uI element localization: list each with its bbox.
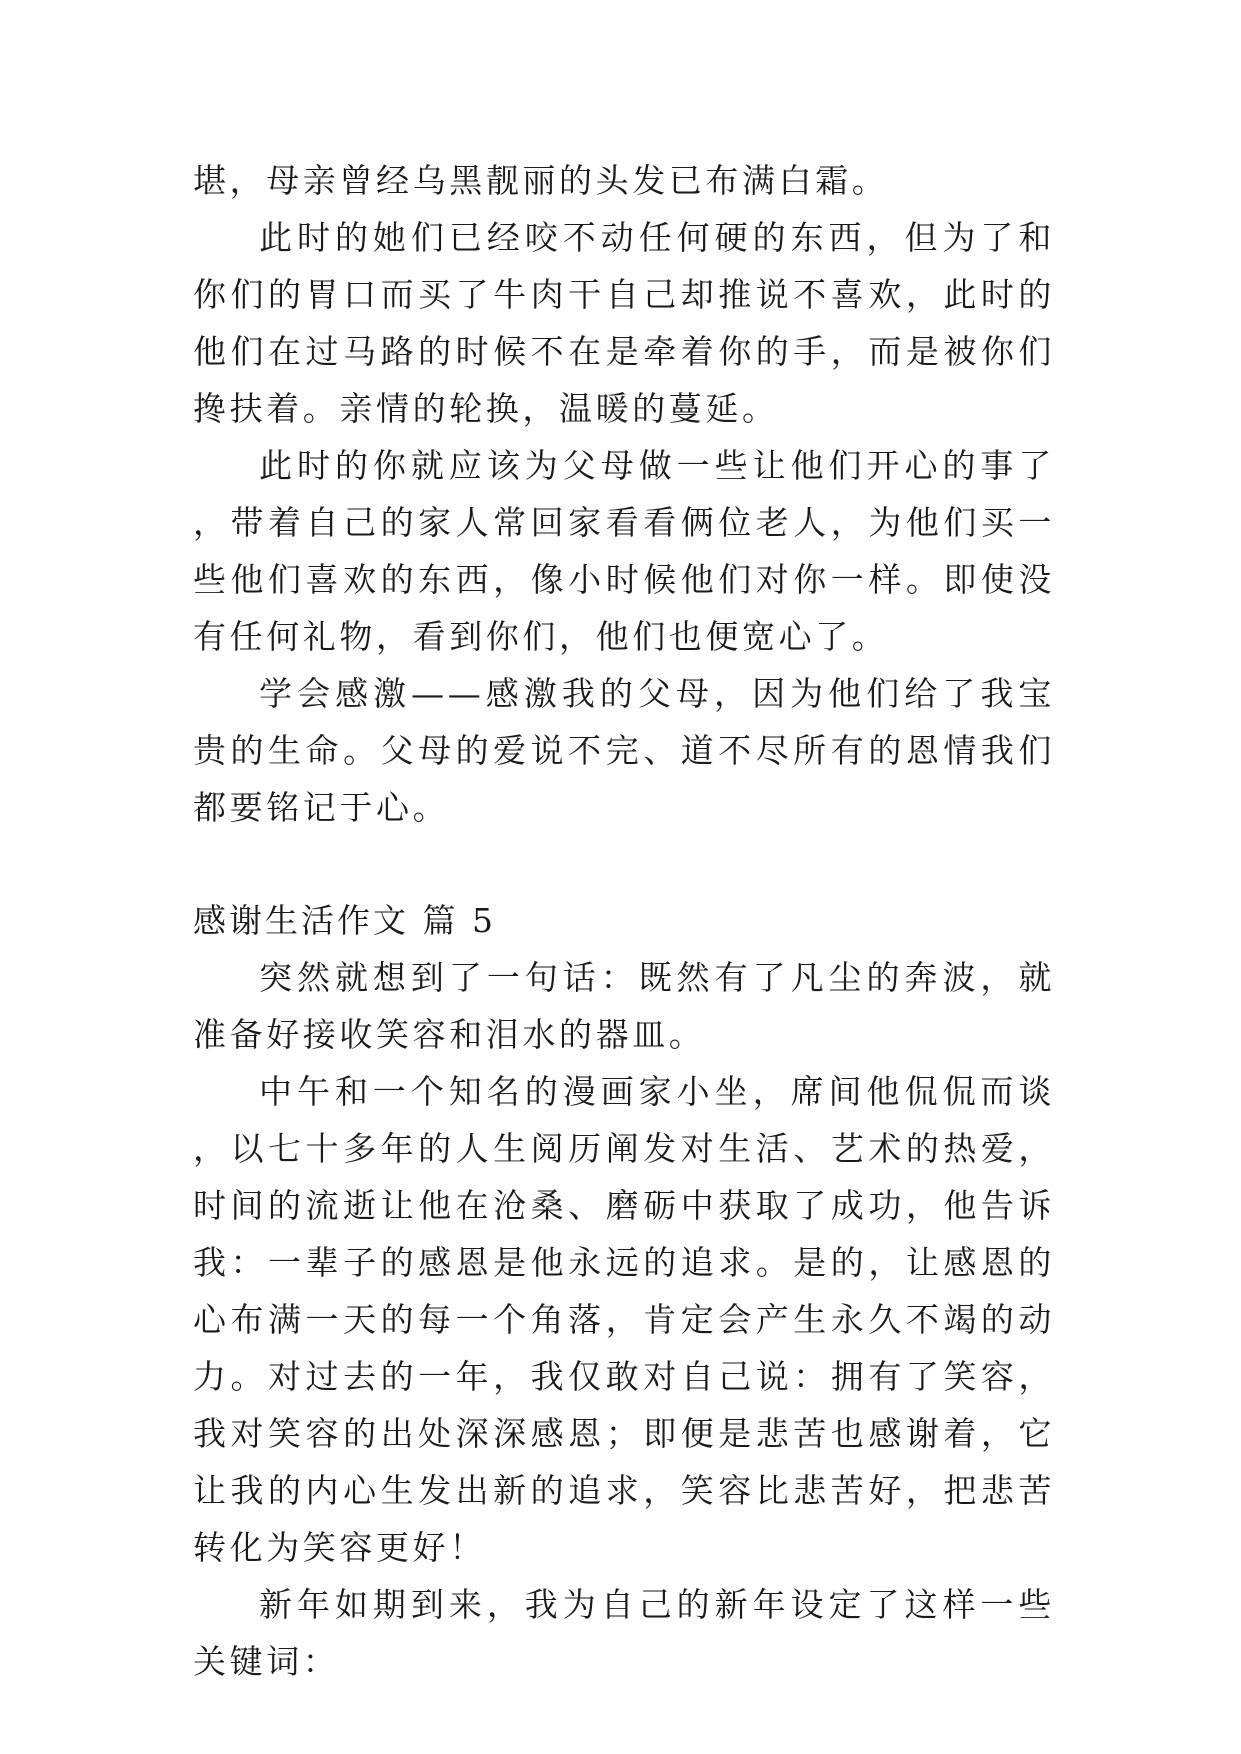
- paragraph-continuation: 堪，母亲曾经乌黑靓丽的头发已布满白霜。: [193, 161, 889, 200]
- paragraph-sudden-thought: 突然就想到了一句话：既然有了凡尘的奔波，就准备好接收笑容和泪水的器皿。: [193, 958, 1055, 1054]
- document-page: [193, 152, 1055, 1690]
- section-heading: 感谢生活作文 篇 5: [193, 901, 496, 940]
- paragraph-new-year: 新年如期到来，我为自己的新年设定了这样一些关键词：: [193, 1585, 1055, 1681]
- paragraph-gratitude: 学会感激——感激我的父母，因为他们给了我宝贵的生命。父母的爱说不完、道不尽所有的恩情我们都要铭记于心。: [193, 674, 1055, 827]
- paragraph-care-for-parents: 此时的你就应该为父母做一些让他们开心的事了，带着自己的家人常回家看看俩位老人，为他们买一些他们喜欢的东西，像小时候他们对你一样。即使没有任何礼物，看到你们，他们也便宽心了。: [193, 446, 1055, 656]
- paragraph-cartoonist: 中午和一个知名的漫画家小坐，席间他侃侃而谈，以七十多年的人生阅历阐发对生活、艺术的热爱，时间的流逝让他在沧桑、磨砺中获取了成功，他告诉我：一辈子的感恩是他永远的追求。是的，让感恩的心布满一天的每一个角落，肯定会产生永久不竭的动力。对过去的一年，我仅敢对自己说：拥有了笑容，我对笑容的出处深深感恩；即便是悲苦也感谢着，它让我的内心生发出新的追求，笑容比悲苦好，把悲苦转化为笑容更好！: [193, 1072, 1055, 1567]
- paragraph-parents-aging: 此时的她们已经咬不动任何硬的东西，但为了和你们的胃口而买了牛肉干自己却推说不喜欢，此时的他们在过马路的时候不在是牵着你的手，而是被你们搀扶着。亲情的轮换，温暖的蔓延。: [193, 218, 1055, 428]
